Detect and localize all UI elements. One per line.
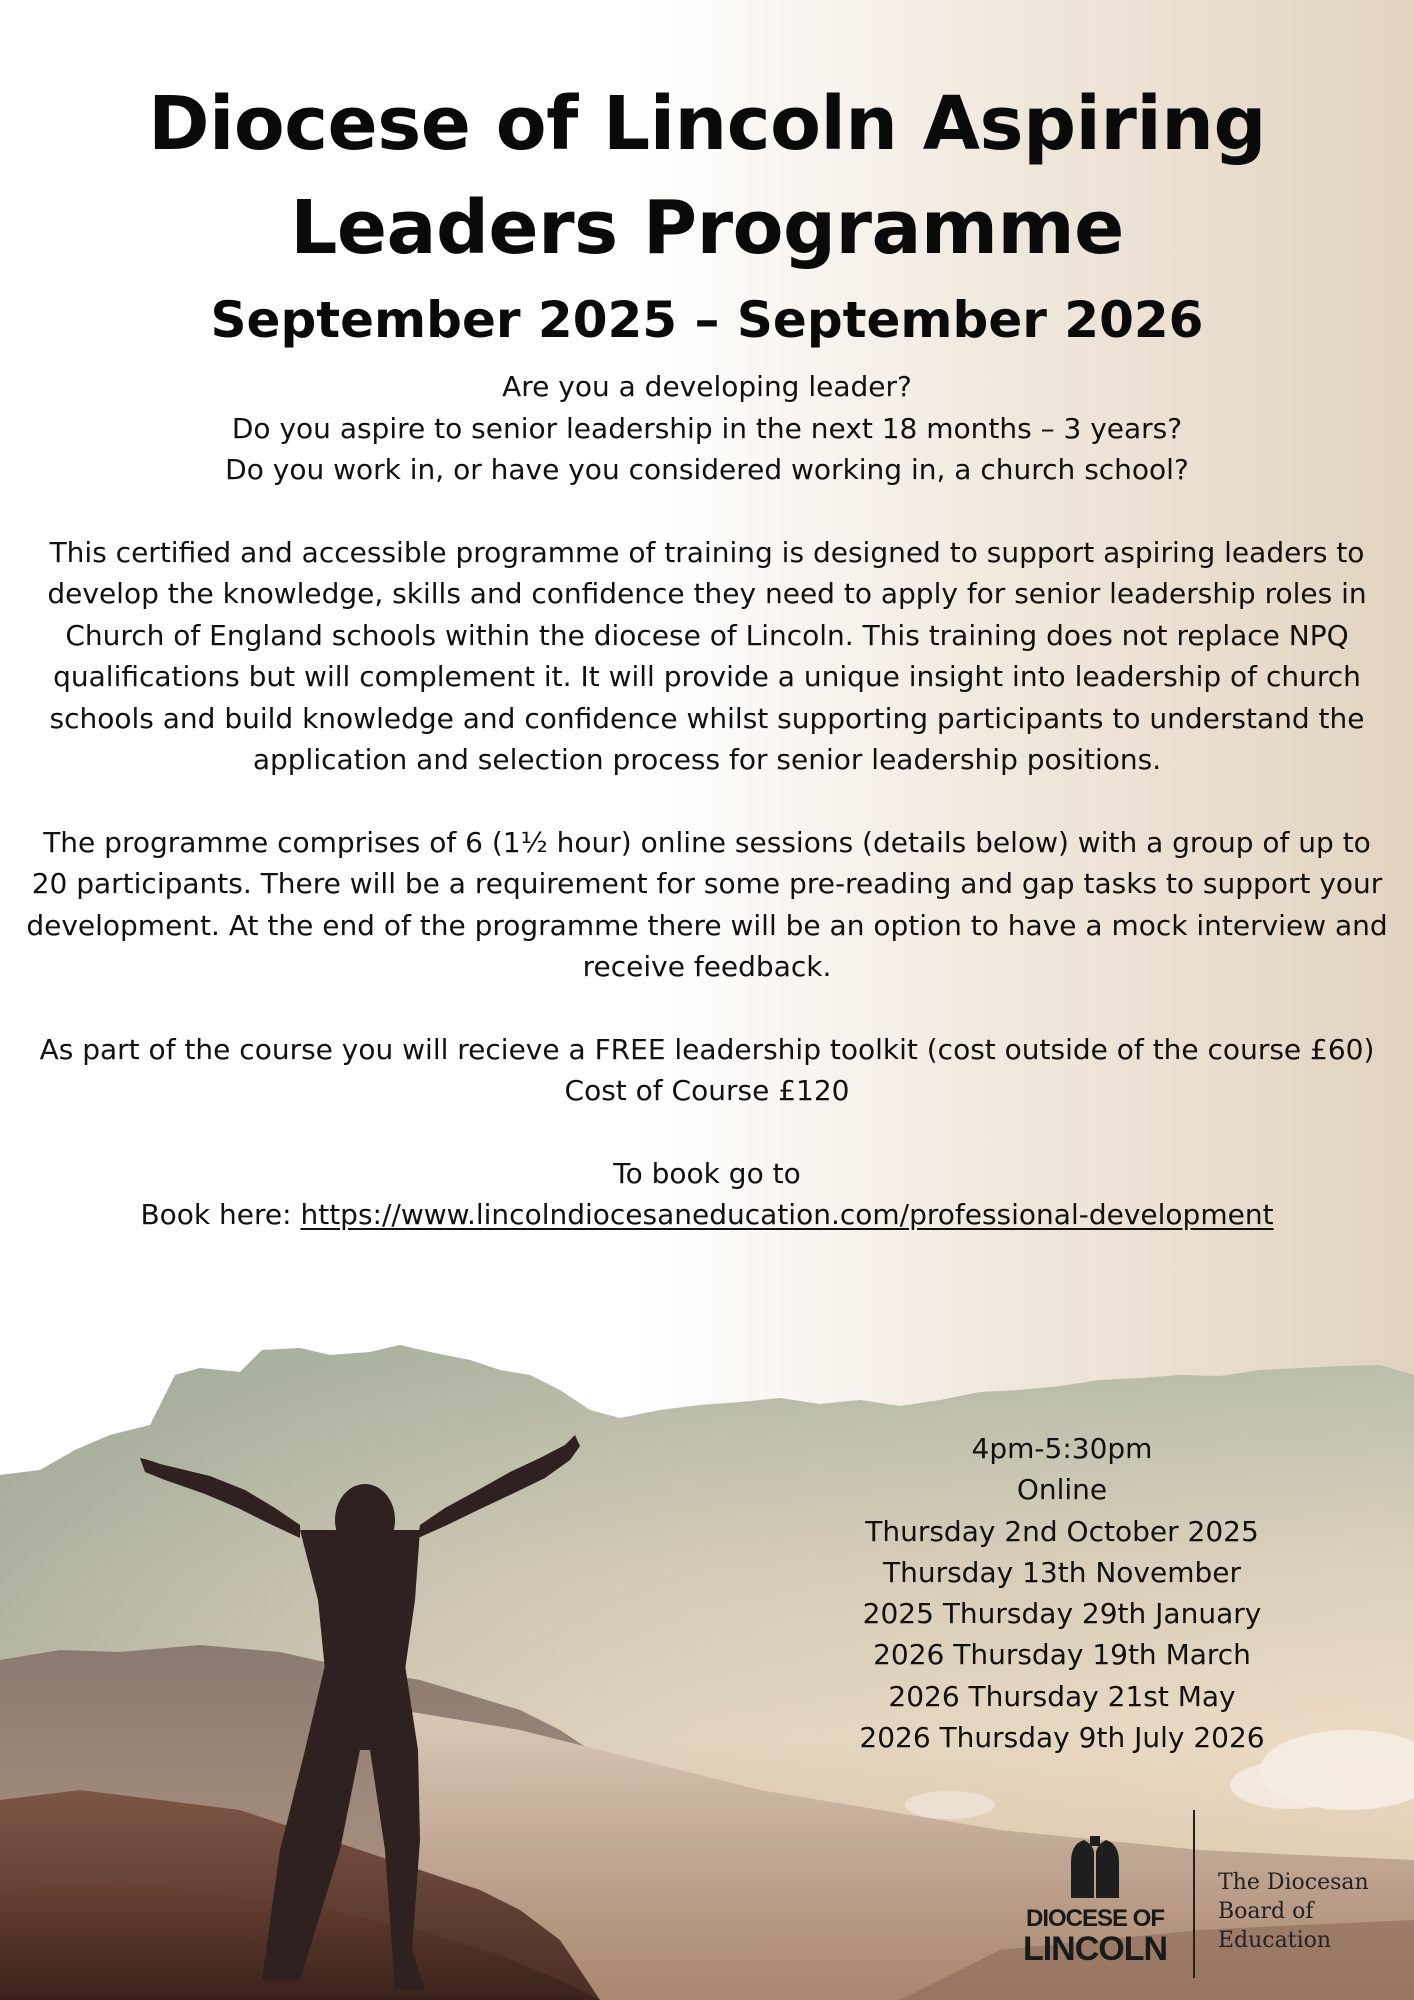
booking-block <box>12 1153 1402 1236</box>
question-line: Do you work in, or have you considered working in, a church school? <box>225 453 1189 486</box>
costs-block <box>12 1029 1402 1112</box>
session-time: 4pm-5:30pm <box>971 1432 1153 1465</box>
booking-intro: To book go to <box>613 1156 801 1190</box>
board-wordmark: The Diocesan Board of Education <box>1218 1870 1369 1953</box>
booking-line <box>12 1194 1402 1236</box>
booking-link[interactable]: https://www.lincolndiocesaneducation.com/professional-development <box>300 1198 1274 1231</box>
booking-prefix: Book here: <box>140 1198 292 1231</box>
session-date: 2025 Thursday 29th January <box>862 1597 1262 1631</box>
page-title: Diocese of Lincoln Aspiring Leaders Programme <box>148 81 1266 271</box>
session-mode: Online <box>1016 1473 1108 1507</box>
toolkit-cost-text: As part of the course you will recieve a FREE leadership toolkit (cost outside of the course £60) <box>39 1032 1375 1066</box>
session-date: Thursday 2nd October 2025 <box>865 1514 1259 1548</box>
format-paragraph: The programme comprises of 6 (1½ hour) online sessions (details below) with a group of up to 20 participants. There will be a requirement for some pre-reading and gap tasks to support your development. At the end of the programme there will be an option to have a mock interview and receive feedback. <box>26 825 1388 983</box>
diocese-wordmark: DIOCESE OF LINCOLN <box>1022 1905 1168 1968</box>
session-schedule <box>812 1428 1312 1758</box>
diocese-logo <box>1010 1808 1390 1988</box>
question-line: Are you a developing leader? <box>502 370 912 403</box>
logo-divider <box>1193 1810 1195 1978</box>
session-date: 2026 Thursday 19th March <box>873 1638 1251 1672</box>
session-date: 2026 Thursday 9th July 2026 <box>859 1721 1265 1755</box>
question-line: Do you aspire to senior leadership in the next 18 months – 3 years? <box>231 411 1183 445</box>
intro-paragraph: This certified and accessible programme of training is designed to support aspiring leaders to develop the knowledge, skills and confidence they need to apply for senior leadership roles in Church of England schools within the diocese of Lincoln. This training does not replace NPQ qualifications but will complement it. It will provide a unique insight into leadership of church schools and build knowledge and confidence whilst supporting participants to understand the application and selection process for senior leadership positions. <box>47 535 1367 776</box>
date-range-subtitle: September 2025 – September 2026 <box>210 291 1204 349</box>
session-date: Thursday 13th November <box>882 1555 1241 1589</box>
questions-block <box>57 366 1357 491</box>
church-door-icon <box>1068 1836 1122 1900</box>
course-cost-text: Cost of Course £120 <box>564 1074 850 1107</box>
session-date: 2026 Thursday 21st May <box>888 1679 1236 1713</box>
